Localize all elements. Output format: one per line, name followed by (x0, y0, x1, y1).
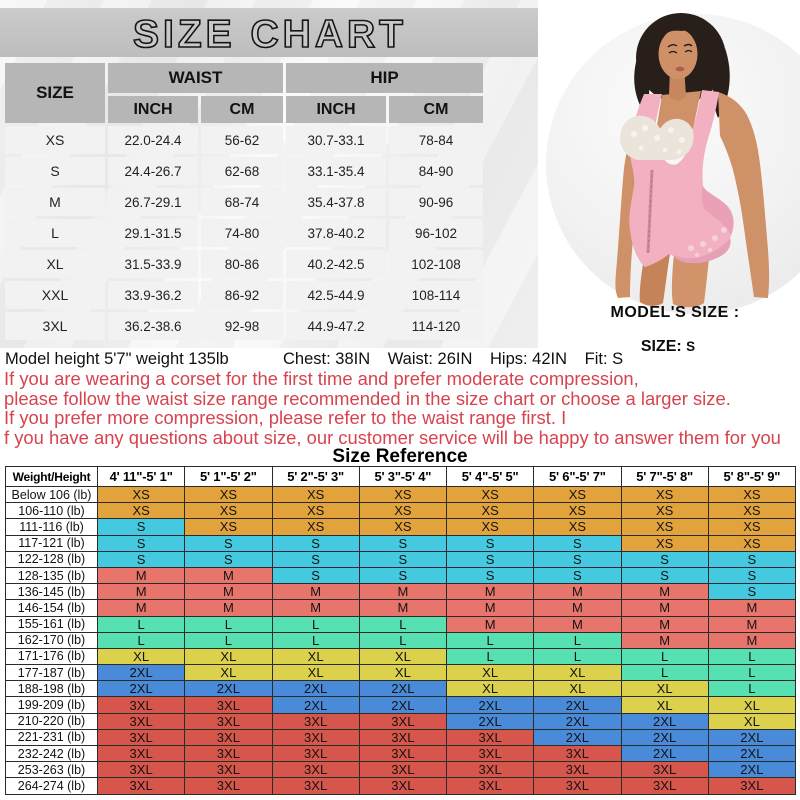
size-value-cell: 2XL (447, 697, 534, 713)
notice-block (4, 369, 800, 447)
size-value-cell: XL (534, 665, 621, 681)
height-range-header: 4' 11"-5' 1" (98, 467, 185, 487)
size-chart-row (5, 126, 483, 154)
size-value-cell: L (708, 665, 795, 681)
ref-row (6, 616, 796, 632)
ref-row (6, 746, 796, 762)
size-value-cell: XS (447, 519, 534, 535)
waist-cm-cell: 80-86 (201, 250, 283, 278)
size-value-cell: M (534, 616, 621, 632)
weight-range-cell: 106-110 (lb) (6, 503, 98, 519)
title-deco (0, 8, 538, 57)
ref-row (6, 519, 796, 535)
size-value-cell: XL (621, 697, 708, 713)
size-value-cell: XS (708, 487, 795, 503)
size-value-cell: L (98, 616, 185, 632)
notice-line: f you have any questions about size, our customer service will be happy to answer them for you (4, 426, 781, 448)
hip-inch-header: INCH (286, 96, 386, 123)
size-value-cell: 3XL (98, 762, 185, 778)
size-value-cell: S (534, 567, 621, 583)
size-cell: M (5, 188, 105, 216)
hip-cm-cell: 108-114 (389, 281, 483, 309)
size-value-cell: 3XL (98, 778, 185, 794)
size-value-cell: XL (185, 665, 272, 681)
size-value-cell: 2XL (98, 665, 185, 681)
size-value-cell: 3XL (447, 729, 534, 745)
size-value-cell: 3XL (708, 778, 795, 794)
size-value-cell: M (447, 584, 534, 600)
size-value-cell: S (359, 567, 446, 583)
size-value-cell: 3XL (98, 697, 185, 713)
weight-range-cell: Below 106 (lb) (6, 487, 98, 503)
height-range-header: 5' 3"-5' 4" (359, 467, 446, 487)
size-value-cell: L (359, 632, 446, 648)
size-value-cell: S (447, 567, 534, 583)
size-reference-heading: Size Reference (332, 446, 468, 467)
size-value-cell: M (185, 584, 272, 600)
size-value-cell: 3XL (359, 729, 446, 745)
height-range-header: 5' 1"-5' 2" (185, 467, 272, 487)
size-value-cell: 2XL (708, 762, 795, 778)
size-value-cell: 3XL (272, 729, 359, 745)
size-value-cell: XS (708, 503, 795, 519)
waist-inch-cell: 33.9-36.2 (108, 281, 198, 309)
weight-range-cell: 177-187 (lb) (6, 665, 98, 681)
hip-column-header: HIP (286, 63, 483, 93)
size-value-cell: 2XL (708, 729, 795, 745)
weight-range-cell: 128-135 (lb) (6, 567, 98, 583)
size-value-cell: 3XL (185, 729, 272, 745)
size-value-cell: L (708, 648, 795, 664)
weight-range-cell: 162-170 (lb) (6, 632, 98, 648)
size-value-cell: XS (98, 487, 185, 503)
weight-range-cell: 155-161 (lb) (6, 616, 98, 632)
size-value-cell: XL (621, 681, 708, 697)
hip-inch-cell: 35.4-37.8 (286, 188, 386, 216)
model-hips: Hips: 42IN (489, 350, 568, 368)
size-value-cell: L (272, 632, 359, 648)
waist-cm-cell: 74-80 (201, 219, 283, 247)
size-value-cell: S (272, 535, 359, 551)
size-value-cell: XS (621, 519, 708, 535)
hip-cm-cell: 114-120 (389, 312, 483, 340)
hip-cm-cell: 90-96 (389, 188, 483, 216)
weight-range-cell: 171-176 (lb) (6, 648, 98, 664)
weight-range-cell: 136-145 (lb) (6, 584, 98, 600)
size-value-cell: XS (447, 503, 534, 519)
model-measurements (283, 350, 636, 369)
size-value-cell: M (534, 600, 621, 616)
size-value-cell: M (98, 600, 185, 616)
size-value-cell: M (359, 584, 446, 600)
size-value-cell: 2XL (708, 746, 795, 762)
ref-row (6, 762, 796, 778)
size-value-cell: 2XL (534, 713, 621, 729)
size-value-cell: S (534, 535, 621, 551)
size-chart-row (5, 157, 483, 185)
size-value-cell: 3XL (621, 778, 708, 794)
size-value-cell: 2XL (185, 681, 272, 697)
model-stats: Model height 5'7" weight 135lb (5, 350, 229, 368)
waist-cm-header: CM (201, 96, 283, 123)
size-value-cell: 3XL (359, 762, 446, 778)
size-value-cell: XS (708, 519, 795, 535)
ref-row (6, 535, 796, 551)
ref-row (6, 648, 796, 664)
size-value-cell: M (708, 616, 795, 632)
size-value-cell: 3XL (185, 762, 272, 778)
size-value-cell: L (447, 648, 534, 664)
size-value-cell: XS (621, 503, 708, 519)
size-value-cell: 2XL (621, 713, 708, 729)
ref-body (6, 487, 796, 795)
weight-range-cell: 264-274 (lb) (6, 778, 98, 794)
size-value-cell: 3XL (185, 746, 272, 762)
waist-inch-cell: 29.1-31.5 (108, 219, 198, 247)
size-value-cell: S (272, 551, 359, 567)
size-value-cell: 3XL (185, 778, 272, 794)
waist-cm-cell: 86-92 (201, 281, 283, 309)
model-chest: Chest: 38IN (283, 350, 371, 368)
size-value-cell: S (708, 567, 795, 583)
size-value-cell: 3XL (185, 713, 272, 729)
weight-range-cell: 221-231 (lb) (6, 729, 98, 745)
size-cell: S (5, 157, 105, 185)
size-value-cell: 3XL (534, 778, 621, 794)
notice-line: If you prefer more compression, please refer to the waist range first. I (4, 407, 567, 429)
size-value-cell: L (621, 665, 708, 681)
weight-range-cell: 199-209 (lb) (6, 697, 98, 713)
hip-inch-cell: 33.1-35.4 (286, 157, 386, 185)
size-value-cell: S (98, 551, 185, 567)
hip-cm-cell: 78-84 (389, 126, 483, 154)
size-value-cell: M (621, 600, 708, 616)
ref-row (6, 632, 796, 648)
size-chart-table (2, 60, 486, 343)
size-value-cell: M (534, 584, 621, 600)
size-value-cell: S (98, 519, 185, 535)
weight-range-cell: 117-121 (lb) (6, 535, 98, 551)
size-value-cell: L (534, 632, 621, 648)
size-value-cell: XS (272, 519, 359, 535)
size-value-cell: 3XL (272, 778, 359, 794)
weight-range-cell: 210-220 (lb) (6, 713, 98, 729)
size-value-cell: L (447, 632, 534, 648)
size-value-cell: M (621, 632, 708, 648)
size-column-header: SIZE (5, 63, 105, 123)
size-value-cell: M (272, 584, 359, 600)
weight-range-cell: 232-242 (lb) (6, 746, 98, 762)
size-value-cell: S (272, 567, 359, 583)
size-value-cell: XL (359, 665, 446, 681)
size-value-cell: XS (534, 487, 621, 503)
waist-cm-cell: 92-98 (201, 312, 283, 340)
model-waist: Waist: 26IN (387, 350, 473, 368)
ref-row (6, 567, 796, 583)
size-value-cell: 3XL (98, 746, 185, 762)
size-value-cell: M (708, 632, 795, 648)
hip-inch-cell: 44.9-47.2 (286, 312, 386, 340)
size-value-cell: S (98, 535, 185, 551)
ref-header-row (6, 467, 796, 487)
size-value-cell: S (185, 551, 272, 567)
size-cell: 3XL (5, 312, 105, 340)
size-chart-body (5, 126, 483, 340)
hip-cm-cell: 102-108 (389, 250, 483, 278)
size-value-cell: 3XL (447, 778, 534, 794)
size-value-cell: M (272, 600, 359, 616)
weight-height-corner: Weight/Height (6, 467, 98, 487)
model-size-heading: MODEL'S SIZE : (610, 304, 740, 321)
size-value-cell: L (185, 632, 272, 648)
size-value-cell: 3XL (447, 762, 534, 778)
size-value-cell: XS (185, 487, 272, 503)
size-value-cell: M (185, 567, 272, 583)
height-range-header: 5' 8"-5' 9" (708, 467, 795, 487)
hip-cm-cell: 84-90 (389, 157, 483, 185)
hip-inch-cell: 37.8-40.2 (286, 219, 386, 247)
waist-inch-header: INCH (108, 96, 198, 123)
size-value-cell: 3XL (272, 762, 359, 778)
size-value-cell: M (98, 584, 185, 600)
ref-row (6, 713, 796, 729)
size-value-cell: L (185, 616, 272, 632)
ref-row (6, 729, 796, 745)
size-value-cell: L (359, 616, 446, 632)
notice-line: please follow the waist size range recommended in the size chart or choose a larger size. (4, 387, 731, 409)
height-range-header: 5' 4"-5' 5" (447, 467, 534, 487)
size-value-cell: 2XL (534, 729, 621, 745)
size-value-cell: XS (359, 503, 446, 519)
size-cell: XS (5, 126, 105, 154)
waist-inch-cell: 36.2-38.6 (108, 312, 198, 340)
size-value-cell: XS (185, 519, 272, 535)
size-value-cell: 2XL (621, 746, 708, 762)
size-cell: L (5, 219, 105, 247)
model-size-label: SIZE: (640, 338, 682, 355)
size-value-cell: XS (621, 535, 708, 551)
size-value-cell: 2XL (272, 681, 359, 697)
weight-range-cell: 111-116 (lb) (6, 519, 98, 535)
size-value-cell: S (708, 584, 795, 600)
size-value-cell: XL (272, 648, 359, 664)
size-value-cell: S (621, 551, 708, 567)
size-value-cell: S (185, 535, 272, 551)
hip-inch-cell: 30.7-33.1 (286, 126, 386, 154)
size-value-cell: 3XL (98, 729, 185, 745)
hip-inch-cell: 40.2-42.5 (286, 250, 386, 278)
size-chart-row (5, 312, 483, 340)
size-value-cell: 3XL (272, 713, 359, 729)
size-value-cell: L (98, 632, 185, 648)
size-value-cell: XL (447, 681, 534, 697)
size-value-cell: S (447, 535, 534, 551)
size-value-cell: XS (272, 503, 359, 519)
size-value-cell: XL (447, 665, 534, 681)
size-value-cell: XL (708, 713, 795, 729)
weight-range-cell: 146-154 (lb) (6, 600, 98, 616)
size-value-cell: L (621, 648, 708, 664)
waist-cm-cell: 62-68 (201, 157, 283, 185)
size-value-cell: M (621, 584, 708, 600)
height-range-header: 5' 6"-5' 7" (534, 467, 621, 487)
height-range-header: 5' 7"-5' 8" (621, 467, 708, 487)
model-size-value: S (686, 339, 696, 354)
ref-row (6, 487, 796, 503)
size-value-cell: 3XL (359, 713, 446, 729)
ref-row (6, 681, 796, 697)
size-value-cell: XL (272, 665, 359, 681)
ref-row (6, 600, 796, 616)
size-value-cell: M (621, 616, 708, 632)
size-value-cell: XS (359, 519, 446, 535)
hip-cm-cell: 96-102 (389, 219, 483, 247)
size-value-cell: XS (359, 487, 446, 503)
waist-cm-cell: 68-74 (201, 188, 283, 216)
size-value-cell: 3XL (185, 697, 272, 713)
size-value-cell: 3XL (447, 746, 534, 762)
waist-column-header: WAIST (108, 63, 283, 93)
size-value-cell: S (534, 551, 621, 567)
size-chart-row (5, 188, 483, 216)
size-value-cell: S (708, 551, 795, 567)
notice-line: If you are wearing a corset for the first time and prefer moderate compression, (4, 368, 639, 389)
size-value-cell: L (534, 648, 621, 664)
ref-row (6, 697, 796, 713)
waist-inch-cell: 26.7-29.1 (108, 188, 198, 216)
size-cell: XXL (5, 281, 105, 309)
size-value-cell: 2XL (447, 713, 534, 729)
size-value-cell: XL (98, 648, 185, 664)
size-value-cell: XS (621, 487, 708, 503)
size-value-cell: M (708, 600, 795, 616)
size-value-cell: 2XL (534, 697, 621, 713)
size-value-cell: 3XL (621, 762, 708, 778)
size-value-cell: XL (359, 648, 446, 664)
size-cell: XL (5, 250, 105, 278)
size-value-cell: 2XL (359, 697, 446, 713)
waist-inch-cell: 24.4-26.7 (108, 157, 198, 185)
size-value-cell: M (98, 567, 185, 583)
size-value-cell: M (359, 600, 446, 616)
ref-row (6, 584, 796, 600)
size-chart-row (5, 250, 483, 278)
size-value-cell: M (185, 600, 272, 616)
hip-inch-cell: 42.5-44.9 (286, 281, 386, 309)
size-value-cell: 3XL (359, 746, 446, 762)
size-value-cell: S (359, 535, 446, 551)
size-value-cell: XL (534, 681, 621, 697)
title-bar (0, 8, 538, 57)
page-title: SIZE CHART (133, 13, 407, 56)
hip-cm-header: CM (389, 96, 483, 123)
size-value-cell: XL (708, 697, 795, 713)
size-value-cell: M (447, 616, 534, 632)
size-value-cell: 3XL (359, 778, 446, 794)
height-range-header: 5' 2"-5' 3" (272, 467, 359, 487)
size-value-cell: XS (272, 487, 359, 503)
size-value-cell: XS (185, 503, 272, 519)
size-value-cell: 2XL (359, 681, 446, 697)
size-value-cell: S (359, 551, 446, 567)
ref-row (6, 665, 796, 681)
size-value-cell: XL (185, 648, 272, 664)
size-chart-row (5, 219, 483, 247)
ref-row (6, 551, 796, 567)
size-value-cell: XS (534, 503, 621, 519)
ref-row (6, 503, 796, 519)
size-value-cell: 3XL (534, 762, 621, 778)
size-value-cell: XS (98, 503, 185, 519)
weight-range-cell: 253-263 (lb) (6, 762, 98, 778)
size-value-cell: M (447, 600, 534, 616)
size-value-cell: S (621, 567, 708, 583)
waist-inch-cell: 31.5-33.9 (108, 250, 198, 278)
size-value-cell: 3XL (272, 746, 359, 762)
waist-inch-cell: 22.0-24.4 (108, 126, 198, 154)
ref-row (6, 778, 796, 794)
size-value-cell: XS (708, 535, 795, 551)
size-value-cell: 3XL (534, 746, 621, 762)
model-fit: Fit: S (584, 350, 624, 368)
size-value-cell: L (272, 616, 359, 632)
size-value-cell: 2XL (98, 681, 185, 697)
size-chart-row (5, 281, 483, 309)
waist-cm-cell: 56-62 (201, 126, 283, 154)
size-value-cell: XS (534, 519, 621, 535)
size-value-cell: 2XL (272, 697, 359, 713)
size-value-cell: S (447, 551, 534, 567)
size-value-cell: 3XL (98, 713, 185, 729)
size-value-cell: XS (447, 487, 534, 503)
weight-range-cell: 188-198 (lb) (6, 681, 98, 697)
weight-range-cell: 122-128 (lb) (6, 551, 98, 567)
size-value-cell: 2XL (621, 729, 708, 745)
size-value-cell: L (708, 681, 795, 697)
size-reference-table (5, 466, 796, 795)
